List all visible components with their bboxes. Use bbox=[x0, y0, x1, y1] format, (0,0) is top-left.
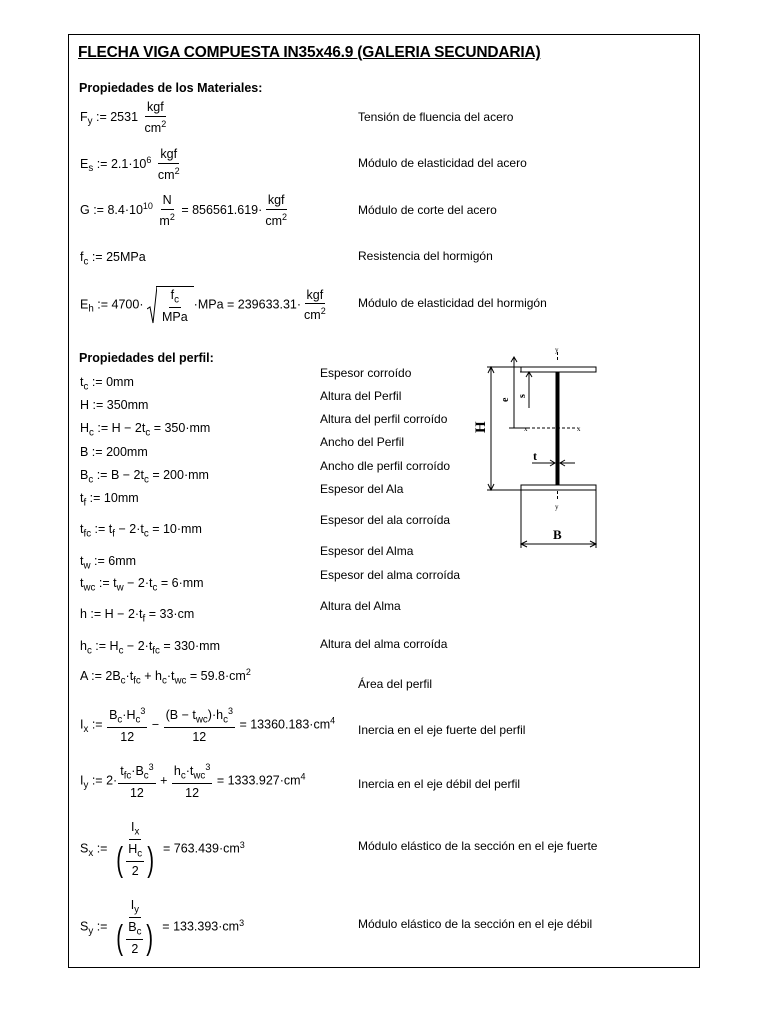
desc-tf: Espesor del Ala bbox=[320, 482, 404, 496]
formula-twc: $t_{wc}$ := $t_w - 2\cdot t_c = 6\cdot mm$ bbox=[80, 576, 204, 594]
formula-es: $E_s$ := $2.1\cdot 10^6$ kgf $cm^2$ bbox=[80, 147, 180, 182]
formula-fy: $F_y$ := 2531 kgf $cm^2$ bbox=[80, 100, 167, 135]
desc-A: Área del perfil bbox=[358, 677, 433, 691]
formula-Iy: $I_y$ := 2· $t_{fc}\cdot B_c^3$ 12 + $h_c\cdot t_{wc}^3$ 12 = $1333.927\cdot cm^4$ bbox=[80, 762, 306, 801]
profile-heading: Propiedades del perfil: bbox=[79, 351, 214, 365]
desc-H: Altura del Perfil bbox=[320, 389, 402, 403]
desc-Hc: Altura del perfil corroído bbox=[320, 412, 448, 426]
label-e: e bbox=[500, 397, 511, 402]
formula-tf: $t_f$ := 10mm bbox=[80, 491, 139, 509]
desc-Sy: Módulo elástico de la sección en el eje débil bbox=[358, 917, 593, 931]
desc-hc: Altura del alma corroída bbox=[320, 637, 448, 651]
axis-x-left: x bbox=[524, 425, 528, 433]
desc-Sx: Módulo elástico de la sección en el eje fuerte bbox=[358, 839, 598, 853]
formula-g: G := $8.4\cdot 10^{10}$ $\frac{N}{m^2}$ = 856561.619· kgf $cm^2$ bbox=[80, 193, 287, 228]
formula-A: A := $2B_c\cdot t_{fc} + h_c\cdot t_{wc} = 59.8\cdot cm^2$ bbox=[80, 667, 251, 687]
formula-h: h := $H - 2\cdot t_f = 33\cdot cm$ bbox=[80, 607, 195, 625]
formula-tfc: $t_{fc}$ := $t_f - 2\cdot t_c = 10\cdot mm$ bbox=[80, 522, 202, 540]
desc-fy: Tensión de fluencia del acero bbox=[358, 110, 514, 124]
formula-tw: $t_w$ := 6mm bbox=[80, 554, 137, 572]
label-B: B bbox=[553, 527, 562, 542]
formula-Hc: $H_c$ := $H - 2t_c = 350\cdot mm$ bbox=[80, 421, 211, 439]
axis-x-right: x bbox=[577, 425, 581, 433]
formula-Sy: $S_y$ := $I_y$ ( $B_c$ 2 ) = $133.393\cdot cm^3$ bbox=[80, 898, 245, 958]
formula-Sx: $S_x$ := $I_x$ ( $H_c$ 2 ) = $763.439\cdot cm^3$ bbox=[80, 820, 245, 880]
bottom-flange bbox=[521, 485, 596, 490]
formula-Bc: $B_c$ := $B - 2t_c = 200\cdot mm$ bbox=[80, 468, 209, 486]
formula-fc: $f_c$ := 25MPa bbox=[80, 250, 146, 268]
ibeam-section-diagram bbox=[470, 344, 610, 554]
label-t: t bbox=[533, 449, 537, 463]
materials-heading: Propiedades de los Materiales: bbox=[79, 81, 263, 95]
desc-fc: Resistencia del hormigón bbox=[358, 249, 493, 263]
formula-B: B := 200mm bbox=[80, 445, 148, 459]
formula-Ix: $I_x$ := $\frac{B_c\cdot H_c^3}{12}$ − $(B - t_{wc})\cdot h_c^3$ 12 = $13360.183\cdot cm^4$ bbox=[80, 706, 336, 745]
formula-H: H := 350mm bbox=[80, 398, 149, 412]
desc-tw: Espesor del Alma bbox=[320, 544, 414, 558]
desc-Ix: Inercia en el eje fuerte del perfil bbox=[358, 723, 526, 737]
formula-tc: $t_c$ := 0mm bbox=[80, 375, 134, 393]
desc-twc: Espesor del alma corroída bbox=[320, 568, 461, 582]
desc-es: Módulo de elasticidad del acero bbox=[358, 156, 527, 170]
formula-eh: $E_h$ := 4700· $f_c$ MPa ·MPa = 239633.31· kgf $cm^2$ bbox=[80, 287, 326, 325]
axis-y-top: y bbox=[555, 346, 559, 354]
desc-g: Módulo de corte del acero bbox=[358, 203, 497, 217]
formula-hc: $h_c$ := $H_c - 2\cdot t_{fc} = 330\cdot mm$ bbox=[80, 639, 220, 657]
desc-tc: Espesor corroído bbox=[320, 366, 412, 380]
desc-tfc: Espesor del ala corroída bbox=[320, 513, 451, 527]
label-H: H bbox=[473, 421, 489, 433]
axis-y-bottom: y bbox=[555, 503, 559, 511]
desc-B: Ancho del Perfil bbox=[320, 435, 405, 449]
desc-Bc: Ancho dle perfil corroído bbox=[320, 459, 451, 473]
document-title: FLECHA VIGA COMPUESTA IN35x46.9 (GALERIA SECUNDARIA) bbox=[78, 44, 541, 61]
desc-eh: Módulo de elasticidad del hormigón bbox=[358, 296, 547, 310]
desc-Iy: Inercia en el eje débil del perfil bbox=[358, 777, 521, 791]
top-flange bbox=[521, 367, 596, 372]
desc-h: Altura del Alma bbox=[320, 599, 401, 613]
label-s: s bbox=[517, 394, 528, 398]
